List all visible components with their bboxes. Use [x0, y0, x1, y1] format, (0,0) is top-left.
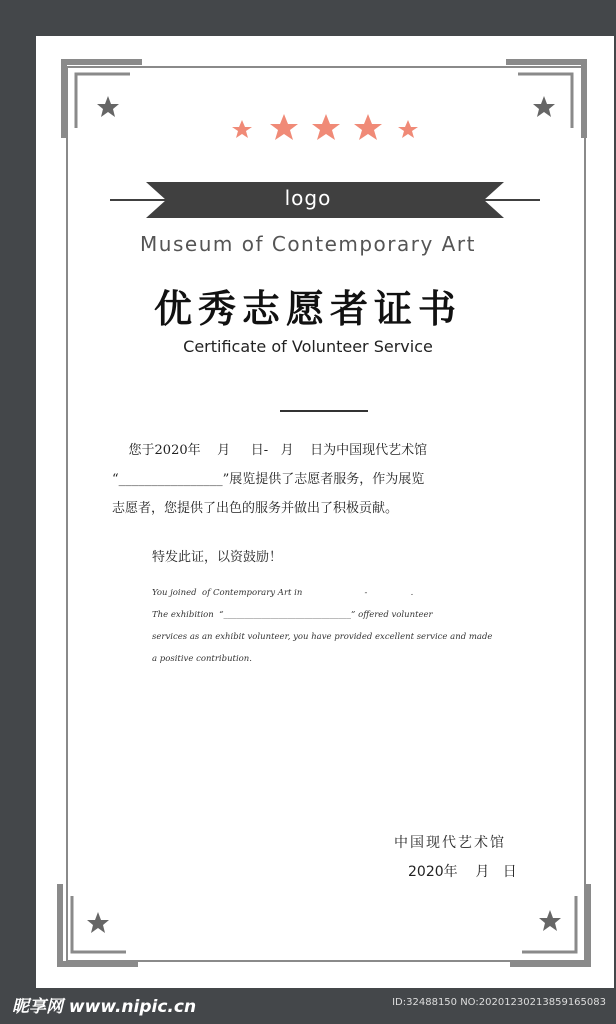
star-icon — [354, 114, 382, 140]
body-en-line: a positive contribution. — [152, 654, 252, 664]
star-icon — [398, 120, 418, 138]
star-icon — [539, 910, 561, 931]
watermark-site: 昵享网 www.nipic.cn — [12, 997, 197, 1017]
body-text-cn — [112, 436, 542, 523]
body-cn-line: 志愿者，您提供了出色的服务并做出了积极贡献。 — [112, 501, 399, 516]
issuer-name: 中国现代艺术馆 — [394, 835, 506, 851]
museum-name: Museum of Contemporary Art — [140, 232, 476, 256]
star-icon — [312, 114, 340, 140]
divider — [280, 410, 368, 412]
logo-label: logo — [284, 186, 332, 210]
body-en-line: You joined of Contemporary Art in - . — [152, 588, 414, 598]
body-en-line: services as an exhibit volunteer, you have provided excellent service and made — [152, 632, 493, 642]
body-cn-line: “________________”展览提供了志愿者服务，作为展览 — [112, 472, 425, 487]
body-en-line: The exhibition “______________________________” offered volunteer — [152, 610, 433, 620]
issue-date: 2020年 月 日 — [408, 864, 517, 880]
body-text-en — [152, 582, 552, 670]
corner-ornament-bottom-right — [502, 878, 592, 968]
corner-ornament-bottom-left — [56, 878, 146, 968]
encouragement-cn: 特发此证，以资鼓励！ — [152, 550, 283, 565]
certificate-title-en: Certificate of Volunteer Service — [183, 337, 433, 356]
decorative-stars — [0, 112, 616, 152]
star-icon — [270, 114, 298, 140]
certificate-title-cn: 优秀志愿者证书 — [153, 286, 462, 331]
watermark-id: ID:32488150 NO:20201230213859165083 — [392, 997, 606, 1008]
body-cn-line: 您于2020年 月 日- 月 日为中国现代艺术馆 — [112, 443, 428, 458]
star-icon — [87, 912, 109, 933]
star-icon — [232, 120, 252, 138]
